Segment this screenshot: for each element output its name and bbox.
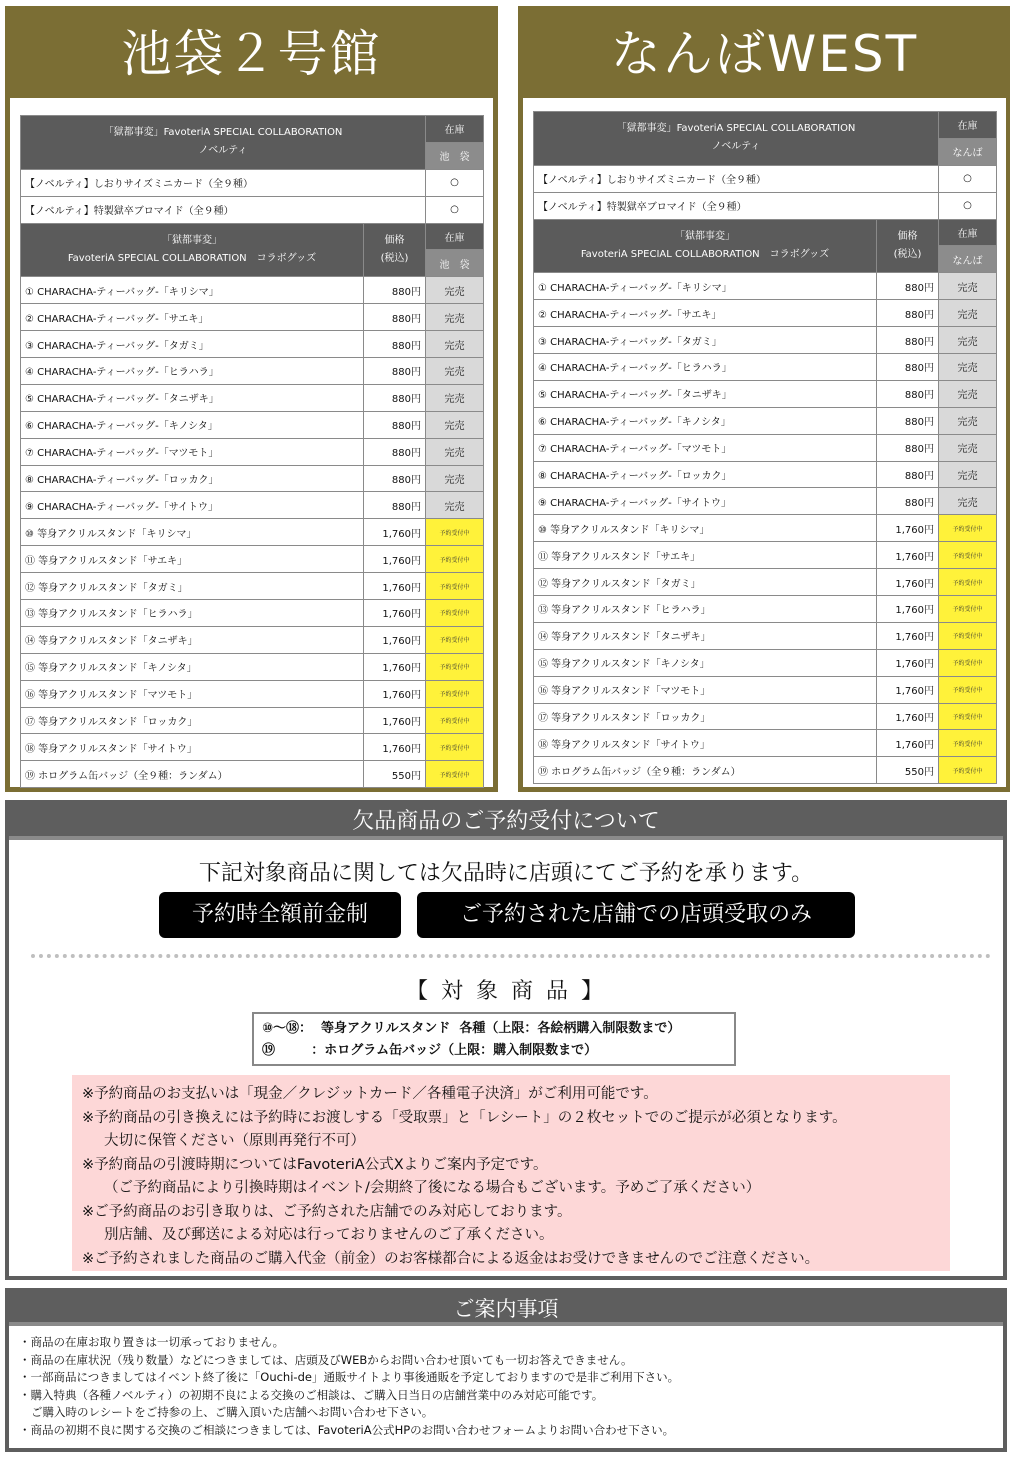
prepay-badge: 予約時全額前金制 bbox=[159, 892, 401, 938]
table-row bbox=[21, 573, 484, 600]
item-name: ① CHARACHA-ティーバッグ-「キリシマ」 bbox=[534, 273, 877, 300]
item-price: 1,760円 bbox=[364, 653, 426, 680]
table-row bbox=[21, 492, 484, 519]
item-name: ④ CHARACHA-ティーバッグ-「ヒラハラ」 bbox=[534, 354, 877, 381]
stock-status: 予約受付中 bbox=[426, 761, 484, 788]
goods-header-line: 「獄都事変」 bbox=[162, 234, 222, 246]
item-price: 1,760円 bbox=[877, 542, 939, 569]
item-price: 1,760円 bbox=[364, 707, 426, 734]
store-inner bbox=[523, 98, 1006, 787]
item-price: 550円 bbox=[364, 761, 426, 788]
goods-header-line: FavoteriA SPECIAL COLLABORATION コラボグッズ bbox=[67, 252, 317, 264]
table-row bbox=[534, 676, 997, 703]
table-row bbox=[534, 354, 997, 381]
inventory-table bbox=[533, 111, 997, 784]
novelty-header bbox=[534, 112, 939, 166]
target-products-box bbox=[252, 1012, 736, 1066]
item-name: ⑰ 等身アクリルスタンド「ロッカク」 bbox=[534, 703, 877, 730]
store-label: なんば bbox=[939, 138, 997, 165]
item-name: ⑲ ホログラム缶バッジ（全９種：ランダム） bbox=[21, 761, 364, 788]
stock-status: 予約受付中 bbox=[426, 600, 484, 627]
store-label: なんば bbox=[939, 246, 997, 273]
item-price: 880円 bbox=[364, 438, 426, 465]
price-header-line: 価格 bbox=[384, 234, 405, 246]
stock-status: 予約受付中 bbox=[939, 622, 997, 649]
stock-status: 予約受付中 bbox=[939, 569, 997, 596]
item-name: ⑦ CHARACHA-ティーバッグ-「マツモト」 bbox=[534, 434, 877, 461]
reservation-section bbox=[5, 800, 1007, 1280]
item-name: ⑯ 等身アクリルスタンド「マツモト」 bbox=[21, 680, 364, 707]
table-row bbox=[534, 407, 997, 434]
item-name: ③ CHARACHA-ティーバッグ-「タガミ」 bbox=[21, 331, 364, 358]
stock-status: 完売 bbox=[426, 411, 484, 438]
stock-status: 予約受付中 bbox=[426, 680, 484, 707]
stock-status: 完売 bbox=[426, 492, 484, 519]
stock-status: 完売 bbox=[426, 358, 484, 385]
item-name: ⑱ 等身アクリルスタンド「サイトウ」 bbox=[21, 734, 364, 761]
item-price: 880円 bbox=[877, 354, 939, 381]
table-row bbox=[21, 304, 484, 331]
stock-status: 完売 bbox=[939, 434, 997, 461]
info-item: ご購入時のレシートをご持参の上、ご購入頂いた店舗へお問い合わせ下さい。 bbox=[31, 1405, 434, 1419]
item-price: 1,760円 bbox=[364, 573, 426, 600]
table-row bbox=[534, 569, 997, 596]
item-name: ⑩ 等身アクリルスタンド「キリシマ」 bbox=[21, 519, 364, 546]
table-row bbox=[534, 488, 997, 515]
note-line: 別店舗、及び郵送による対応は行っておりませんのご了承ください。 bbox=[104, 1227, 554, 1243]
item-name: ⑧ CHARACHA-ティーバッグ-「ロッカク」 bbox=[534, 461, 877, 488]
table-row bbox=[21, 519, 484, 546]
item-price: 1,760円 bbox=[877, 730, 939, 757]
info-item: ・商品の在庫お取り置きは一切承っておりません。 bbox=[19, 1335, 285, 1349]
stock-status: 予約受付中 bbox=[939, 757, 997, 784]
item-price: 1,760円 bbox=[364, 680, 426, 707]
novelty-row bbox=[21, 169, 484, 196]
price-header bbox=[364, 223, 426, 277]
item-price: 880円 bbox=[877, 327, 939, 354]
goods-header bbox=[21, 223, 364, 277]
item-name: ④ CHARACHA-ティーバッグ-「ヒラハラ」 bbox=[21, 358, 364, 385]
item-price: 880円 bbox=[877, 407, 939, 434]
table-row bbox=[534, 542, 997, 569]
stock-status: 予約受付中 bbox=[426, 546, 484, 573]
stock-status: 完売 bbox=[939, 488, 997, 515]
note-line: ※予約商品のお支払いは「現金／クレジットカード／各種電子決済」がご利用可能です。 bbox=[82, 1086, 658, 1102]
stock-status: 予約受付中 bbox=[939, 515, 997, 542]
stock-status: 完売 bbox=[939, 354, 997, 381]
stock-status: 予約受付中 bbox=[939, 542, 997, 569]
price-header bbox=[877, 219, 939, 273]
item-name: ⑪ 等身アクリルスタンド「サエキ」 bbox=[534, 542, 877, 569]
item-price: 880円 bbox=[364, 304, 426, 331]
stock-status: 予約受付中 bbox=[939, 703, 997, 730]
table-row bbox=[21, 438, 484, 465]
novelty-name: 【ノベルティ】しおりサイズミニカード（全９種） bbox=[21, 169, 426, 196]
item-price: 1,760円 bbox=[877, 596, 939, 623]
info-item: ・商品の在庫状況（残り数量）などにつきましては、店頭及びWEBからお問い合わせ頂いても一切お答えできません。 bbox=[19, 1352, 633, 1367]
item-name: ⑤ CHARACHA-ティーバッグ-「タニザキ」 bbox=[534, 380, 877, 407]
item-price: 1,760円 bbox=[877, 622, 939, 649]
info-list bbox=[9, 1326, 1003, 1439]
item-name: ⑦ CHARACHA-ティーバッグ-「マツモト」 bbox=[21, 438, 364, 465]
item-price: 880円 bbox=[877, 488, 939, 515]
item-name: ⑱ 等身アクリルスタンド「サイトウ」 bbox=[534, 730, 877, 757]
table-row bbox=[21, 384, 484, 411]
availability-mark: ○ bbox=[939, 165, 997, 192]
item-name: ③ CHARACHA-ティーバッグ-「タガミ」 bbox=[534, 327, 877, 354]
stock-status: 予約受付中 bbox=[426, 707, 484, 734]
stock-header: 在庫 bbox=[426, 223, 484, 250]
item-name: ⑨ CHARACHA-ティーバッグ-「サイトウ」 bbox=[534, 488, 877, 515]
item-price: 1,760円 bbox=[877, 649, 939, 676]
target-line: ⑲ ：ホログラム缶バッジ（上限：購入制限数まで） bbox=[262, 1043, 598, 1058]
item-price: 880円 bbox=[877, 434, 939, 461]
item-price: 880円 bbox=[364, 358, 426, 385]
item-price: 1,760円 bbox=[364, 626, 426, 653]
stock-status: 完売 bbox=[939, 300, 997, 327]
stock-header: 在庫 bbox=[939, 219, 997, 246]
item-name: ⑥ CHARACHA-ティーバッグ-「キノシタ」 bbox=[21, 411, 364, 438]
novelty-header-line: ノベルティ bbox=[711, 141, 761, 153]
table-row bbox=[534, 757, 997, 784]
item-name: ② CHARACHA-ティーバッグ-「サエキ」 bbox=[534, 300, 877, 327]
item-price: 880円 bbox=[364, 492, 426, 519]
item-price: 880円 bbox=[364, 331, 426, 358]
dotted-divider bbox=[31, 954, 991, 958]
price-header-line: (税込) bbox=[893, 248, 922, 260]
item-price: 1,760円 bbox=[877, 515, 939, 542]
item-price: 550円 bbox=[877, 757, 939, 784]
item-price: 880円 bbox=[877, 380, 939, 407]
stock-header: 在庫 bbox=[939, 112, 997, 139]
note-line: （ご予約商品により引換時期はイベント/会期終了後になる場合もございます。予めご了承ください） bbox=[104, 1180, 761, 1196]
item-name: ⑭ 等身アクリルスタンド「タニザキ」 bbox=[534, 622, 877, 649]
item-price: 880円 bbox=[877, 300, 939, 327]
stock-status: 完売 bbox=[426, 331, 484, 358]
stock-status: 予約受付中 bbox=[426, 573, 484, 600]
note-line: ※ご予約されました商品のご購入代金（前金）のお客様都合による返金はお受けできませんのでご注意ください。 bbox=[82, 1250, 820, 1267]
item-price: 1,760円 bbox=[364, 519, 426, 546]
item-price: 1,760円 bbox=[877, 703, 939, 730]
table-row bbox=[534, 703, 997, 730]
item-name: ② CHARACHA-ティーバッグ-「サエキ」 bbox=[21, 304, 364, 331]
table-row bbox=[21, 707, 484, 734]
stock-status: 完売 bbox=[939, 380, 997, 407]
stock-status: 完売 bbox=[939, 273, 997, 300]
table-row bbox=[21, 277, 484, 304]
item-price: 880円 bbox=[364, 384, 426, 411]
item-name: ⑪ 等身アクリルスタンド「サエキ」 bbox=[21, 546, 364, 573]
info-item: ・購入特典（各種ノベルティ）の初期不良による交換のご相談は、ご購入日当日の店舗営業中のみ対応可能です。 bbox=[19, 1387, 604, 1402]
item-price: 880円 bbox=[364, 277, 426, 304]
info-item: ・商品の初期不良に関する交換のご相談につきましては、FavoteriA公式HPのお問い合わせフォームよりお問い合わせ下さい。 bbox=[19, 1422, 675, 1437]
store-panel-ikebukuro bbox=[5, 6, 498, 792]
stock-status: 予約受付中 bbox=[426, 626, 484, 653]
target-line: ⑩〜⑱： 等身アクリルスタンド 各種（上限：各絵柄購入制限数まで） bbox=[262, 1021, 681, 1036]
store-label: 池 袋 bbox=[426, 142, 484, 169]
availability-mark: ○ bbox=[426, 196, 484, 223]
availability-mark: ○ bbox=[426, 169, 484, 196]
item-price: 1,760円 bbox=[877, 569, 939, 596]
store-label: 池 袋 bbox=[426, 250, 484, 277]
stock-status: 完売 bbox=[426, 438, 484, 465]
item-price: 880円 bbox=[877, 461, 939, 488]
item-name: ⑫ 等身アクリルスタンド「タガミ」 bbox=[21, 573, 364, 600]
table-row bbox=[534, 273, 997, 300]
item-name: ⑩ 等身アクリルスタンド「キリシマ」 bbox=[534, 515, 877, 542]
table-row bbox=[21, 734, 484, 761]
stock-status: 完売 bbox=[939, 461, 997, 488]
novelty-name: 【ノベルティ】特製獄卒ブロマイド（全９種） bbox=[21, 196, 426, 223]
note-line: 大切に保管ください（原則再発行不可） bbox=[104, 1133, 365, 1149]
novelty-header-line: 「獄都事変」FavoteriA SPECIAL COLLABORATION bbox=[616, 123, 856, 135]
table-row bbox=[21, 680, 484, 707]
store-title: 池袋２号館 bbox=[121, 25, 382, 83]
item-name: ⑨ CHARACHA-ティーバッグ-「サイトウ」 bbox=[21, 492, 364, 519]
note-line: ※予約商品の引き換えには予約時にお渡しする「受取票」と「レシート」の２枚セットでのご提示が必須となります。 bbox=[82, 1109, 847, 1126]
stock-status: 予約受付中 bbox=[426, 734, 484, 761]
item-name: ⑫ 等身アクリルスタンド「タガミ」 bbox=[534, 569, 877, 596]
item-name: ⑮ 等身アクリルスタンド「キノシタ」 bbox=[21, 653, 364, 680]
store-inner bbox=[10, 98, 493, 787]
stock-header: 在庫 bbox=[426, 116, 484, 143]
stock-status: 予約受付中 bbox=[939, 596, 997, 623]
table-row bbox=[534, 380, 997, 407]
item-name: ⑭ 等身アクリルスタンド「タニザキ」 bbox=[21, 626, 364, 653]
table-row bbox=[21, 653, 484, 680]
stock-status: 完売 bbox=[426, 304, 484, 331]
table-row bbox=[534, 300, 997, 327]
item-price: 1,760円 bbox=[877, 676, 939, 703]
item-name: ① CHARACHA-ティーバッグ-「キリシマ」 bbox=[21, 277, 364, 304]
stock-status: 完売 bbox=[426, 465, 484, 492]
table-row bbox=[534, 515, 997, 542]
store-panel-namba bbox=[518, 6, 1010, 792]
novelty-header-line: 「獄都事変」FavoteriA SPECIAL COLLABORATION bbox=[103, 127, 343, 139]
stock-status: 予約受付中 bbox=[426, 653, 484, 680]
item-price: 880円 bbox=[364, 465, 426, 492]
item-name: ⑬ 等身アクリルスタンド「ヒラハラ」 bbox=[534, 596, 877, 623]
stock-status: 完売 bbox=[939, 327, 997, 354]
stock-status: 完売 bbox=[426, 277, 484, 304]
table-row bbox=[21, 600, 484, 627]
stock-status: 予約受付中 bbox=[939, 730, 997, 757]
novelty-name: 【ノベルティ】しおりサイズミニカード（全９種） bbox=[534, 165, 939, 192]
item-name: ⑥ CHARACHA-ティーバッグ-「キノシタ」 bbox=[534, 407, 877, 434]
stock-status: 完売 bbox=[939, 407, 997, 434]
table-row bbox=[534, 649, 997, 676]
novelty-header bbox=[21, 116, 426, 170]
table-row bbox=[21, 626, 484, 653]
info-section bbox=[5, 1288, 1007, 1452]
item-price: 1,760円 bbox=[364, 600, 426, 627]
note-line: ※予約商品の引渡時期についてはFavoteriA公式Xよりご案内予定です。 bbox=[82, 1156, 548, 1173]
item-price: 1,760円 bbox=[364, 546, 426, 573]
inventory-table bbox=[20, 115, 484, 788]
table-row bbox=[534, 622, 997, 649]
item-name: ⑰ 等身アクリルスタンド「ロッカク」 bbox=[21, 707, 364, 734]
availability-mark: ○ bbox=[939, 192, 997, 219]
novelty-row bbox=[534, 192, 997, 219]
note-line: ※ご予約商品のお引き取りは、ご予約された店舗でのみ対応しております。 bbox=[82, 1203, 572, 1220]
table-row bbox=[21, 465, 484, 492]
info-item: ・一部商品につきましてはイベント終了後に「Ouchi-de」通販サイトより事後通販を予定しておりますので是非ご利用下さい。 bbox=[19, 1370, 680, 1384]
item-name: ⑯ 等身アクリルスタンド「マツモト」 bbox=[534, 676, 877, 703]
reservation-title: 欠品商品のご予約受付について bbox=[9, 804, 1003, 840]
table-row bbox=[21, 358, 484, 385]
item-name: ⑬ 等身アクリルスタンド「ヒラハラ」 bbox=[21, 600, 364, 627]
item-price: 880円 bbox=[364, 411, 426, 438]
item-price: 1,760円 bbox=[364, 734, 426, 761]
price-header-line: 価格 bbox=[897, 230, 918, 242]
price-header-line: (税込) bbox=[380, 252, 409, 264]
novelty-row bbox=[534, 165, 997, 192]
item-name: ⑤ CHARACHA-ティーバッグ-「タニザキ」 bbox=[21, 384, 364, 411]
table-row bbox=[21, 546, 484, 573]
pickup-badge: ご予約された店舗での店頭受取のみ bbox=[417, 892, 855, 938]
reservation-lead: 下記対象商品に関しては欠品時に店頭にてご予約を承ります。 bbox=[198, 861, 814, 886]
table-row bbox=[534, 434, 997, 461]
table-row bbox=[534, 730, 997, 757]
stock-status: 予約受付中 bbox=[939, 676, 997, 703]
item-name: ⑮ 等身アクリルスタンド「キノシタ」 bbox=[534, 649, 877, 676]
table-row bbox=[21, 761, 484, 788]
goods-header bbox=[534, 219, 877, 273]
table-row bbox=[21, 411, 484, 438]
novelty-name: 【ノベルティ】特製獄卒ブロマイド（全９種） bbox=[534, 192, 939, 219]
item-name: ⑲ ホログラム缶バッジ（全９種：ランダム） bbox=[534, 757, 877, 784]
item-name: ⑧ CHARACHA-ティーバッグ-「ロッカク」 bbox=[21, 465, 364, 492]
store-title: なんばWEST bbox=[610, 25, 919, 83]
target-heading: 【 対 象 商 品 】 bbox=[406, 979, 606, 1004]
reservation-notes bbox=[72, 1075, 950, 1271]
goods-header-line: FavoteriA SPECIAL COLLABORATION コラボグッズ bbox=[580, 248, 830, 260]
stock-status: 予約受付中 bbox=[939, 649, 997, 676]
info-title: ご案内事項 bbox=[9, 1292, 1003, 1326]
novelty-row bbox=[21, 196, 484, 223]
table-row bbox=[534, 596, 997, 623]
table-row bbox=[534, 461, 997, 488]
table-row bbox=[534, 327, 997, 354]
table-row bbox=[21, 331, 484, 358]
stock-status: 完売 bbox=[426, 384, 484, 411]
novelty-header-line: ノベルティ bbox=[198, 145, 248, 157]
stock-status: 予約受付中 bbox=[426, 519, 484, 546]
goods-header-line: 「獄都事変」 bbox=[675, 230, 735, 242]
item-price: 880円 bbox=[877, 273, 939, 300]
